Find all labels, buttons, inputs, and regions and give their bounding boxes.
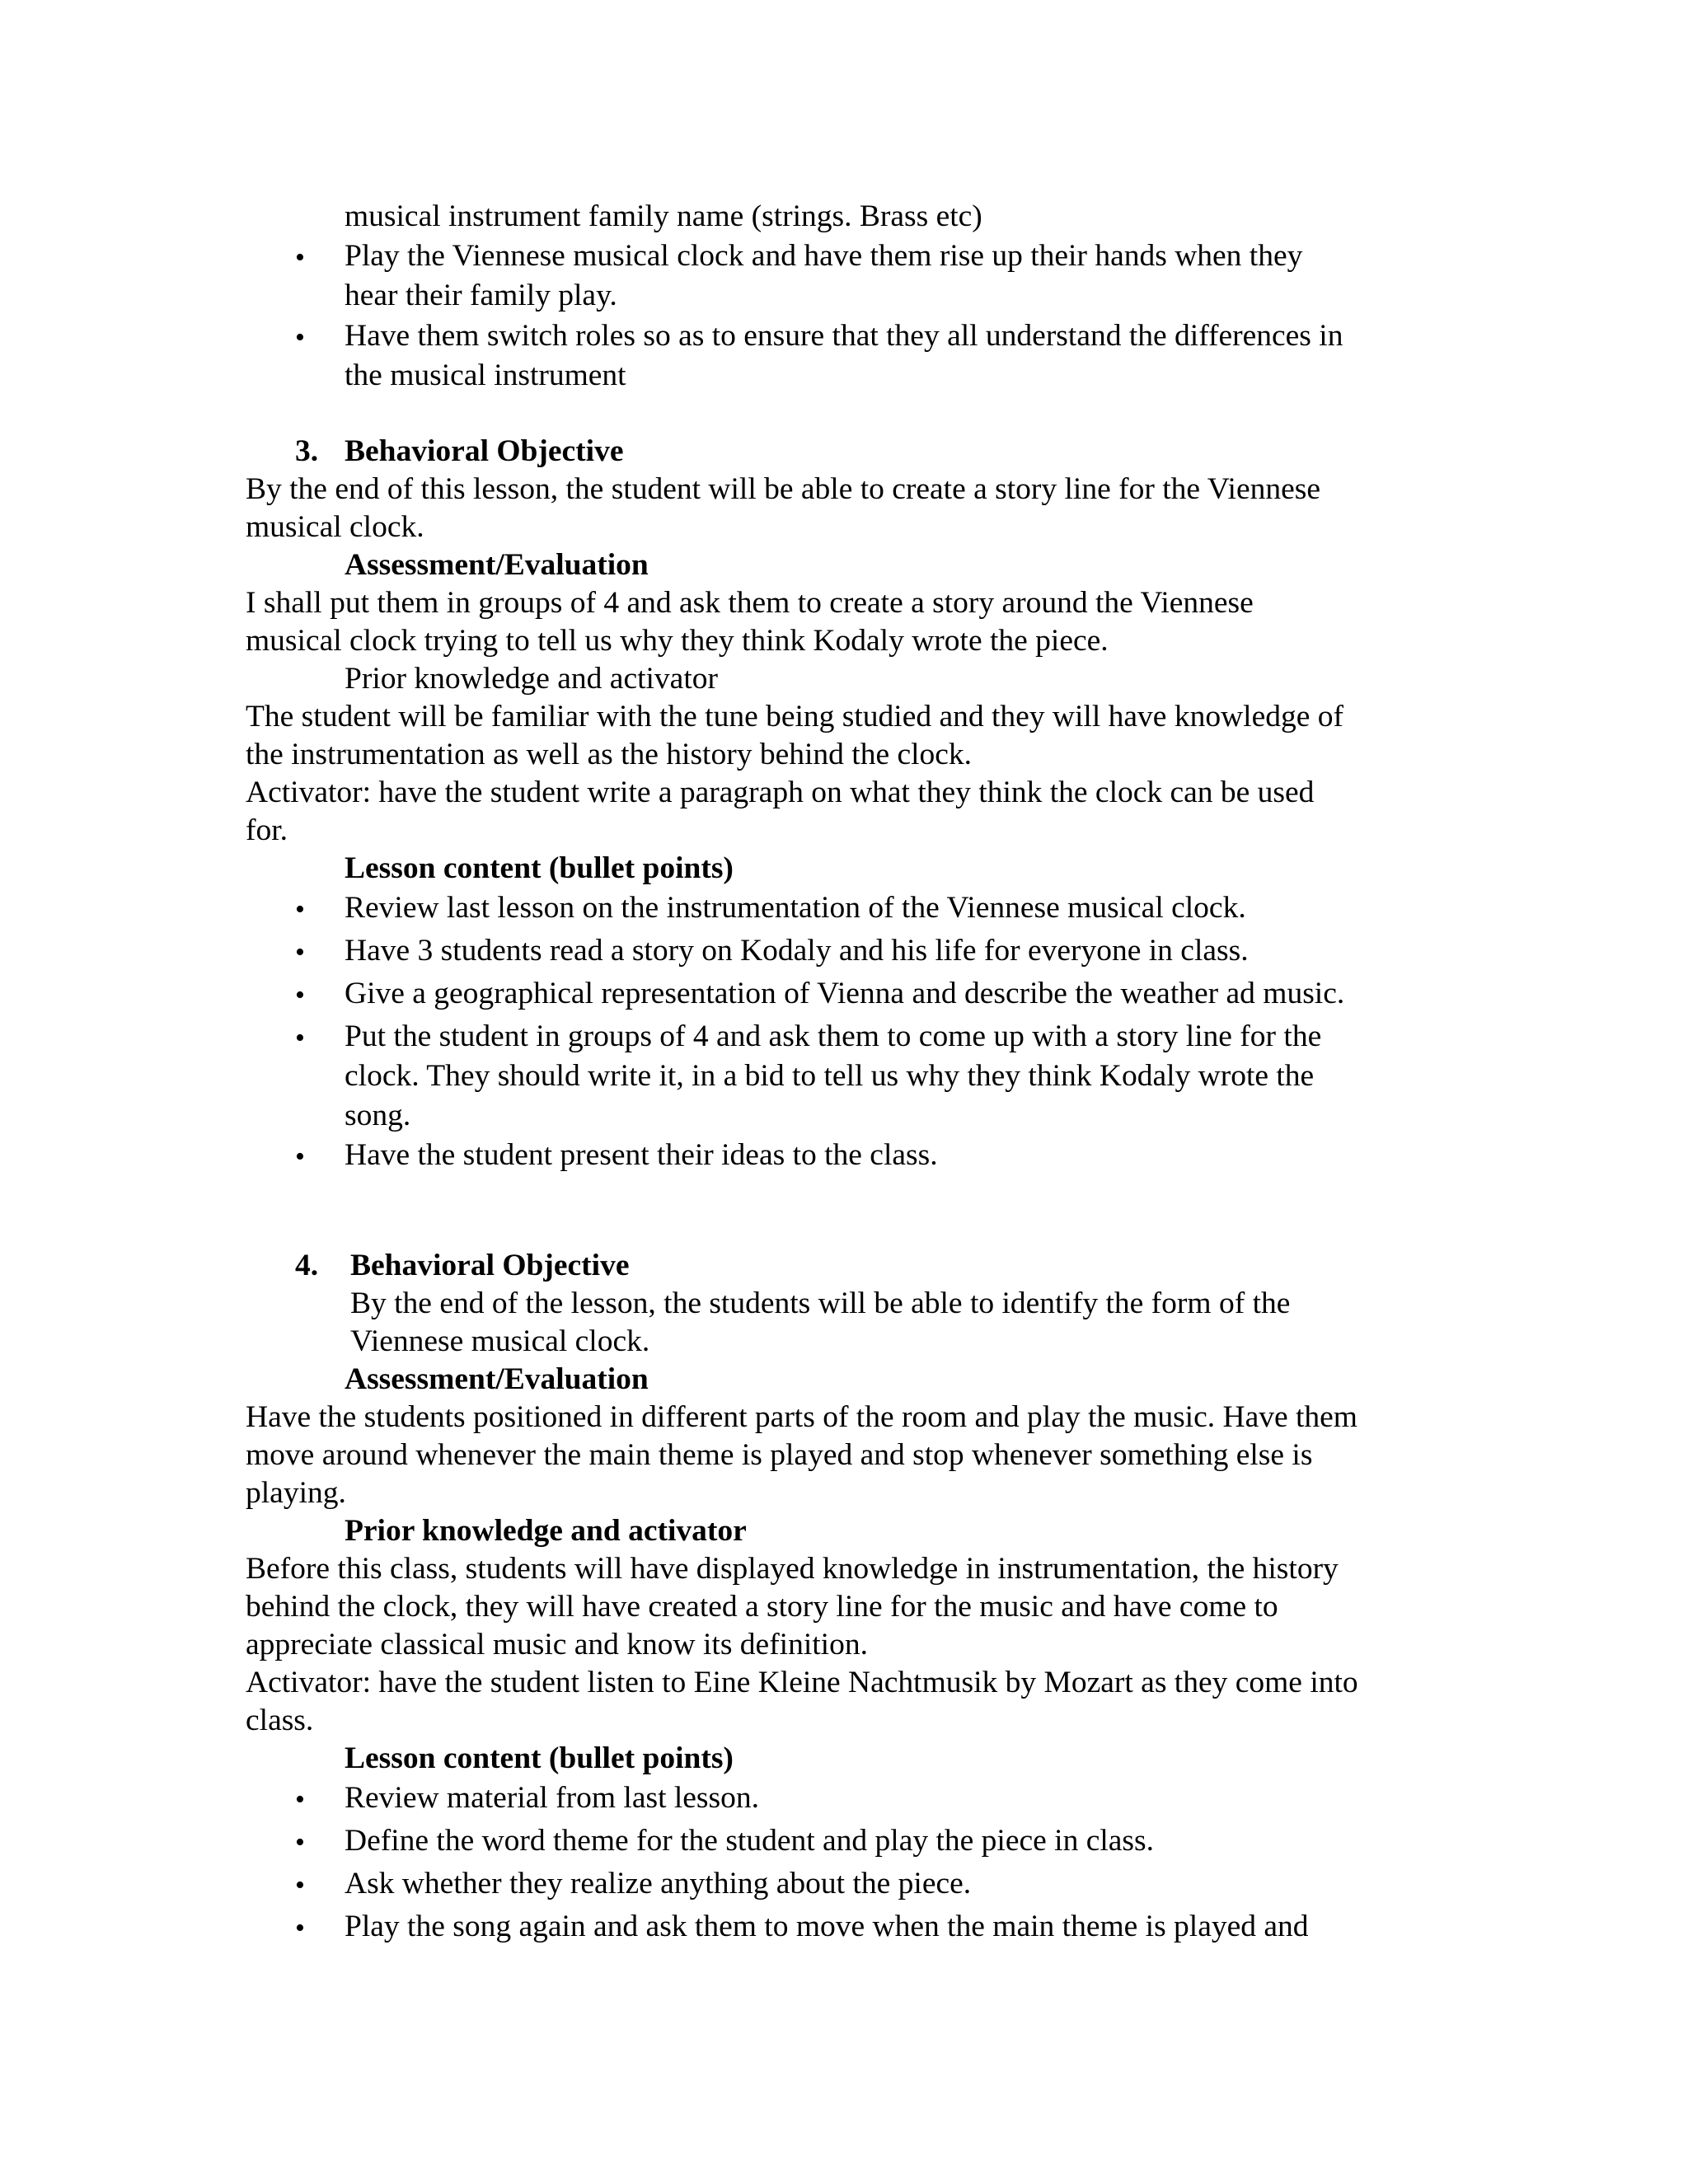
- list-item: Ask whether they realize anything about the piece.: [345, 1867, 972, 1900]
- objective-text: musical clock.: [246, 510, 424, 544]
- assessment-text: I shall put them in groups of 4 and ask them to create a story around the Viennese: [246, 586, 1254, 620]
- list-item: song.: [345, 1099, 411, 1132]
- assessment-heading: Assessment/Evaluation: [345, 1362, 649, 1396]
- list-item: Have them switch roles so as to ensure that they all understand the differences in: [345, 319, 1343, 353]
- list-item: Have 3 students read a story on Kodaly and his life for everyone in class.: [345, 934, 1249, 968]
- assessment-heading: Assessment/Evaluation: [345, 548, 649, 582]
- prior-text: behind the clock, they will have created a story line for the music and have come to: [246, 1590, 1278, 1624]
- objective-text: By the end of the lesson, the students will be able to identify the form of the: [350, 1286, 1291, 1320]
- bullet-icon: •: [295, 242, 305, 273]
- prior-heading: Prior knowledge and activator: [345, 1514, 747, 1548]
- section-heading: Behavioral Objective: [345, 434, 624, 468]
- list-item: Review material from last lesson.: [345, 1781, 759, 1815]
- list-item: Give a geographical representation of Vienna and describe the weather ad music.: [345, 977, 1345, 1010]
- list-item: Play the song again and ask them to move when the main theme is played and: [345, 1910, 1309, 1943]
- bullet-icon: •: [295, 1870, 305, 1900]
- continuation-line: musical instrument family name (strings. Brass etc): [345, 199, 982, 233]
- activator-text: for.: [246, 813, 288, 847]
- list-item: Play the Viennese musical clock and have them rise up their hands when they: [345, 239, 1303, 273]
- bullet-icon: •: [295, 322, 305, 353]
- list-item: Have the student present their ideas to the class.: [345, 1138, 938, 1172]
- prior-text: The student will be familiar with the tune being studied and they will have knowledge of: [246, 700, 1343, 733]
- list-item: hear their family play.: [345, 279, 617, 312]
- list-item: clock. They should write it, in a bid to tell us why they think Kodaly wrote the: [345, 1059, 1315, 1093]
- bullet-icon: •: [295, 1913, 305, 1943]
- assessment-text: Have the students positioned in different parts of the room and play the music. Have them: [246, 1400, 1357, 1434]
- activator-text: Activator: have the student listen to Eine Kleine Nachtmusik by Mozart as they come into: [246, 1666, 1358, 1699]
- section-number: 3.: [295, 434, 319, 468]
- list-item: Define the word theme for the student and play the piece in class.: [345, 1824, 1154, 1858]
- bullet-icon: •: [295, 980, 305, 1010]
- activator-text: class.: [246, 1704, 314, 1737]
- assessment-text: playing.: [246, 1476, 346, 1510]
- bullet-icon: •: [295, 894, 305, 925]
- list-item: the musical instrument: [345, 359, 626, 392]
- prior-text: appreciate classical music and know its definition.: [246, 1628, 868, 1661]
- bullet-icon: •: [295, 1023, 305, 1053]
- prior-text: the instrumentation as well as the history behind the clock.: [246, 738, 973, 771]
- section-heading: Behavioral Objective: [350, 1249, 630, 1282]
- objective-text: Viennese musical clock.: [350, 1324, 650, 1358]
- list-item: Review last lesson on the instrumentation of the Viennese musical clock.: [345, 891, 1246, 925]
- assessment-text: move around whenever the main theme is played and stop whenever something else is: [246, 1438, 1313, 1472]
- objective-text: By the end of this lesson, the student will be able to create a story line for the Viennese: [246, 472, 1321, 506]
- prior-heading: Prior knowledge and activator: [345, 662, 718, 696]
- bullet-icon: •: [295, 1141, 305, 1172]
- bullet-icon: •: [295, 937, 305, 968]
- section-number: 4.: [295, 1249, 319, 1282]
- lesson-heading: Lesson content (bullet points): [345, 851, 734, 885]
- bullet-icon: •: [295, 1784, 305, 1815]
- list-item: Put the student in groups of 4 and ask them to come up with a story line for the: [345, 1019, 1322, 1053]
- bullet-icon: •: [295, 1827, 305, 1858]
- assessment-text: musical clock trying to tell us why they think Kodaly wrote the piece.: [246, 624, 1109, 658]
- prior-text: Before this class, students will have displayed knowledge in instrumentation, the history: [246, 1552, 1339, 1586]
- activator-text: Activator: have the student write a paragraph on what they think the clock can be used: [246, 776, 1315, 809]
- lesson-heading: Lesson content (bullet points): [345, 1741, 734, 1775]
